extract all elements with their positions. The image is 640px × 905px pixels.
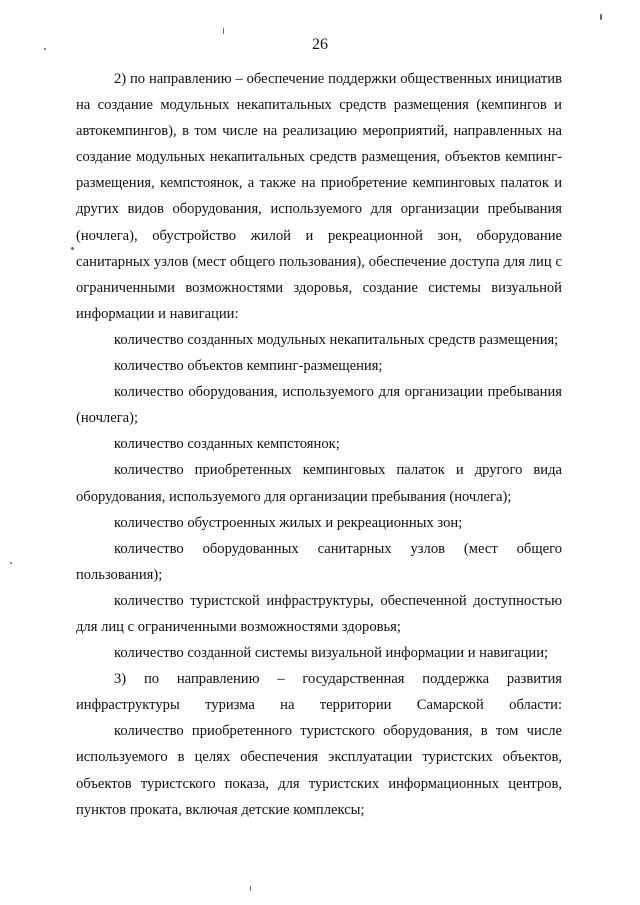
- scan-speck: [71, 247, 74, 250]
- list-item-navigation: количество созданной системы визуальной информации и навигации;: [114, 645, 549, 662]
- list-item-equipment: количество оборудования, используемого для организации пребывания (ночлега);: [76, 384, 562, 427]
- list-item-tourist-equipment: количество приобретенного туристского оборудования, в том числе используемого в целях обеспечения эксплуатации туристских объектов, объектов туристского показа, для туристских информационных центров, пунктов проката, включая детские комплексы;: [76, 723, 562, 818]
- page-number: 26: [312, 36, 328, 53]
- list-item-camping-objects: количество объектов кемпинг-размещения;: [114, 358, 383, 375]
- paragraph-direction-3: 3) по направлению – государственная поддержка развития инфраструктуры туризма на территории Самарской области:: [76, 671, 562, 714]
- list-item-zones: количество обустроенных жилых и рекреационных зон;: [114, 514, 463, 531]
- list-item-sanitary: количество оборудованных санитарных узлов (мест общего пользования);: [76, 540, 562, 583]
- scan-speck: [250, 886, 251, 891]
- scan-speck: [10, 562, 12, 564]
- document-body: [76, 66, 562, 823]
- list-item-accessibility: количество туристской инфраструктуры, обеспеченной доступностью для лиц с ограниченными возможностями здоровья;: [76, 592, 562, 635]
- paragraph-direction-2: 2) по направлению – обеспечение поддержки общественных инициатив на создание модульных некапитальных средств размещения (кемпингов и автокемпингов), в том числе на реализацию мероприятий, направленных на создание модульных некапитальных средств размещения, объектов кемпинг-размещения, кемпстоянок, а также на приобретение кемпинговых палаток и других видов оборудования, используемого для организации пребывания (ночлега), обустройство жилой и рекреационной зон, оборудование санитарных узлов (мест общего пользования), обеспечение доступа для лиц с ограниченными возможностями здоровья, создание системы визуальной информации и навигации:: [76, 71, 562, 322]
- list-item-modular-facilities: количество созданных модульных некапитальных средств размещения;: [114, 331, 559, 348]
- scan-speck: [44, 48, 46, 50]
- scan-speck: [600, 14, 602, 20]
- list-item-campsites: количество созданных кемпстоянок;: [114, 436, 340, 453]
- list-item-tents: количество приобретенных кемпинговых палаток и другого вида оборудования, используемого для организации пребывания (ночлега);: [76, 462, 562, 505]
- scan-speck: [223, 28, 224, 34]
